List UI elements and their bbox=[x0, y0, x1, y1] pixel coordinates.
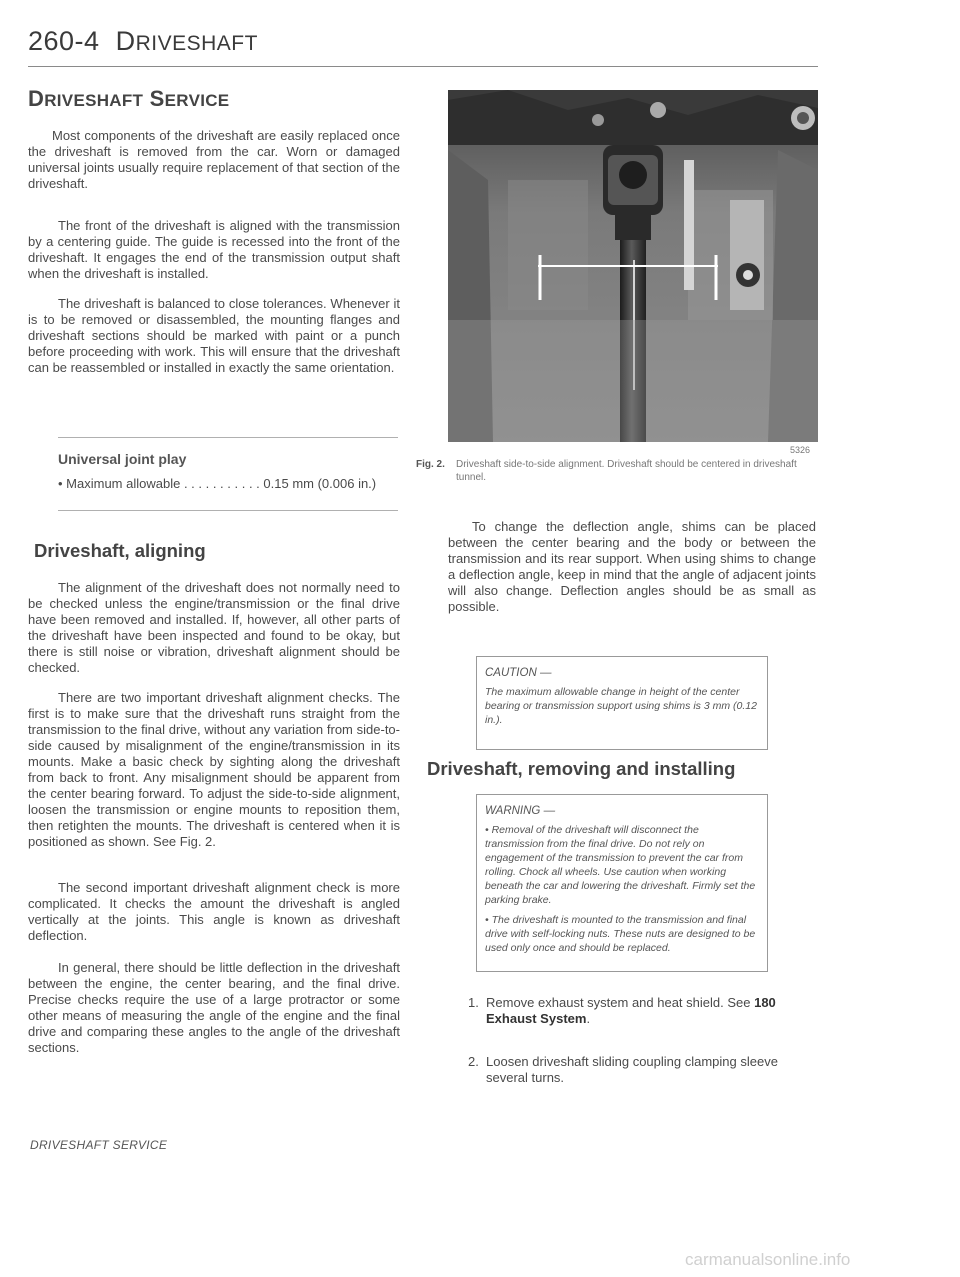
step-text-end: . bbox=[586, 1011, 591, 1026]
deflection-paragraph: To change the deflection angle, shims can be placed between the center bearing and the body or between the transmission and its rear support. When using shims to change a deflection angle, keep in mind that the angle of adjacent joints will also change. Deflection angles should be as small as possible. bbox=[448, 519, 816, 614]
step-text-main: Remove exhaust system and heat shield. See bbox=[486, 995, 755, 1010]
caution-title: CAUTION — bbox=[485, 667, 552, 679]
warning-box bbox=[476, 794, 768, 972]
step-text bbox=[486, 995, 806, 1027]
warning-title: WARNING — bbox=[485, 805, 556, 817]
step-text-main: Loosen driveshaft sliding coupling clamping sleeve several turns. bbox=[486, 1054, 778, 1085]
aligning-paragraph: The second important driveshaft alignment check is more complicated. It checks the amount the driveshaft is angled vertically at the joints. This angle is known as driveshaft deflection. bbox=[28, 880, 400, 943]
figure-caption-text: Driveshaft side-to-side alignment. Driveshaft should be centered in driveshaft tunnel. bbox=[456, 459, 797, 483]
page-footer: DRIVESHAFT SERVICE bbox=[30, 1138, 168, 1152]
aligning-paragraph: In general, there should be little deflection in the driveshaft between the engine, the center bearing, and the final drive. Precise checks require the use of a large protractor or some other means of measuring the angle of the engine and the final drive and comparing these angles to the angle of the driveshaft sections. bbox=[28, 960, 400, 1055]
step-number: 1. bbox=[468, 995, 479, 1010]
intro-paragraph: Most components of the driveshaft are easily replaced once the driveshaft is removed from the car. Worn or damaged universal joints usually require replacement of that section of the driveshaft. bbox=[28, 128, 400, 191]
watermark: carmanualsonline.info bbox=[685, 1250, 851, 1269]
intro-paragraph: The front of the driveshaft is aligned with the transmission by a centering guide. The guide is recessed into the front of the driveshaft. It engages the end of the transmission output shaft when the driveshaft is installed. bbox=[28, 218, 400, 281]
section-title-w1-initial: D bbox=[28, 86, 45, 111]
removing-heading: Driveshaft, removing and installing bbox=[427, 758, 736, 779]
step-reference: 180 Exhaust System bbox=[486, 995, 776, 1026]
spec-title: Universal joint play bbox=[58, 451, 187, 467]
figure-caption bbox=[416, 458, 826, 484]
spec-line bbox=[58, 476, 376, 491]
aligning-paragraph: The alignment of the driveshaft does not normally need to be checked unless the engine/transmission or the final drive have been removed and installed. If, however, all other parts of the driveshaft have been inspected and found to be okay, but there is still noise or vibration, driveshaft alignment should be checked. bbox=[28, 580, 400, 675]
section-title-w1-rest: RIVESHAFT bbox=[44, 91, 144, 110]
spec-leader: . . . . . . . . . . . bbox=[180, 476, 264, 491]
spec-label: • Maximum allowable bbox=[58, 476, 181, 491]
step-number: 2. bbox=[468, 1054, 479, 1069]
header-rule bbox=[28, 66, 818, 67]
step-text bbox=[486, 1054, 806, 1086]
caution-box bbox=[476, 656, 768, 750]
section-title bbox=[28, 86, 229, 112]
warning-bullet: • Removal of the driveshaft will disconnect the transmission from the final drive. Do not rely on engagement of the transmission to prevent the car from rolling. Chock all wheels. Use caution when working beneath the car and lowering the driveshaft. Firmly set the parking brake. bbox=[485, 824, 756, 906]
figure-number: Fig. 2. bbox=[416, 459, 445, 470]
aligning-heading: Driveshaft, aligning bbox=[34, 540, 206, 561]
photo-id: 5326 bbox=[790, 445, 811, 455]
header-title-initial: D bbox=[115, 26, 136, 56]
page-number: 260-4 bbox=[28, 26, 100, 56]
spec-bottom-rule bbox=[58, 510, 398, 511]
warning-bullet: • The driveshaft is mounted to the transmission and final drive with self-locking nuts. These nuts are designed to be used only once and should be replaced. bbox=[485, 914, 756, 954]
section-title-w2-initial: S bbox=[149, 86, 165, 111]
aligning-paragraph: There are two important driveshaft alignment checks. The first is to make sure that the driveshaft runs straight from the transmission to the final drive, without any variation from side-to-side caused by misalignment of the engine/transmission in its mounts. Make a basic check by sighting along the driveshaft from back to front. Any misalignment should be apparent from the center bearing forward. To adjust the side-to-side alignment, loosen the transmission or engine mounts to reposition them, then retighten the mounts. The driveshaft is centered when it is positioned as shown. See Fig. 2. bbox=[28, 690, 400, 849]
intro-paragraph: The driveshaft is balanced to close tolerances. Whenever it is to be removed or disassembled, the mounting flanges and driveshaft sections should be marked with paint or a punch before proceeding with work. This will ensure that the driveshaft can be reassembled or installed in exactly the same orientation. bbox=[28, 296, 400, 375]
page-header bbox=[28, 26, 258, 57]
spec-top-rule bbox=[58, 437, 398, 438]
caution-text: The maximum allowable change in height of the center bearing or transmission support using shims is 3 mm (0.12 in.). bbox=[485, 686, 757, 726]
section-title-w2-rest: ERVICE bbox=[164, 91, 230, 110]
header-title-rest: RIVESHAFT bbox=[135, 32, 258, 55]
spec-value: 0.15 mm (0.006 in.) bbox=[263, 476, 377, 491]
driveshaft-alignment-photo bbox=[448, 90, 818, 442]
